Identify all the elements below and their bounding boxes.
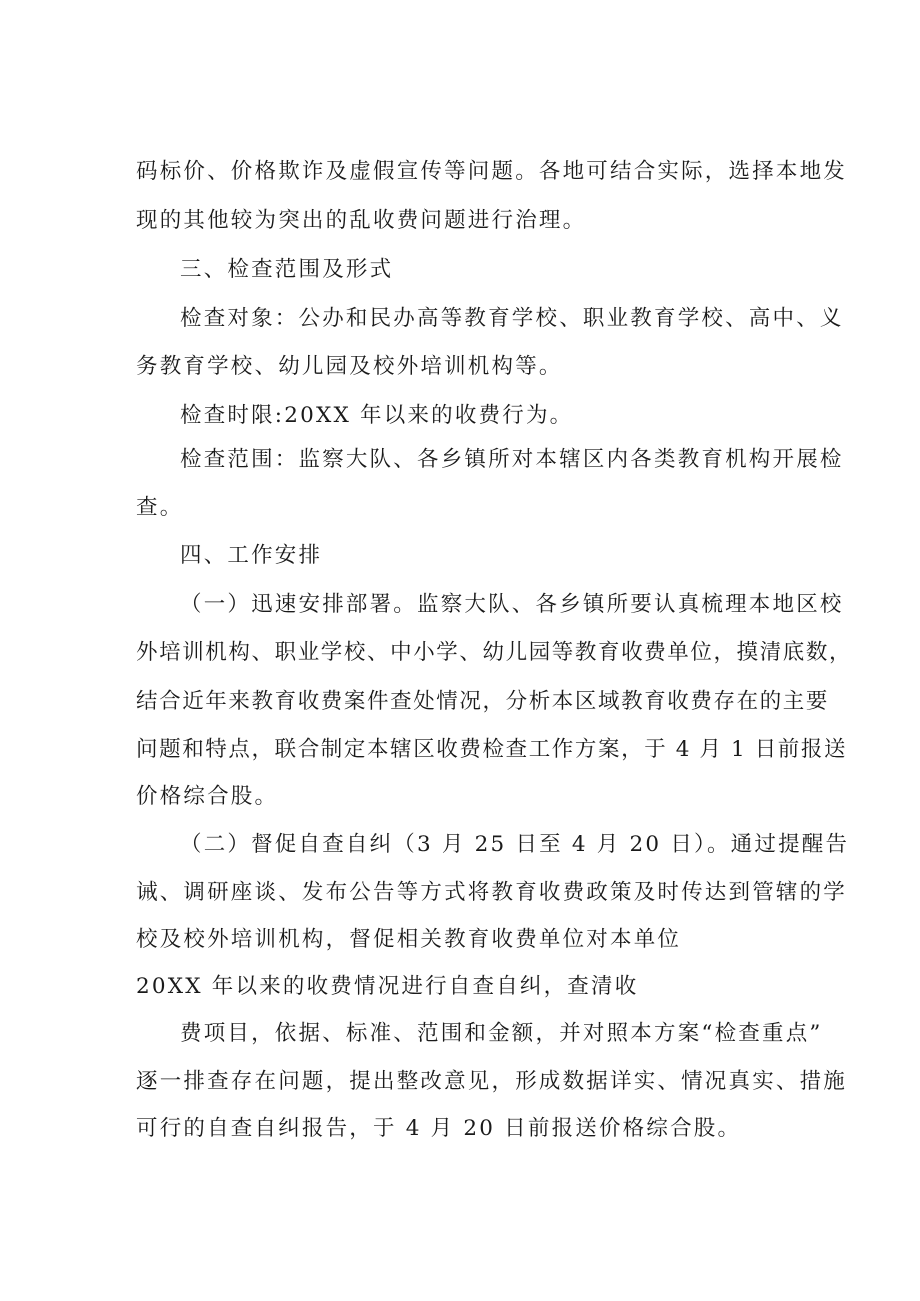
body-text-line: 价格综合股。 [136,784,279,809]
section-heading: 三、检查范围及形式 [180,257,394,282]
body-text-line: 问题和特点，联合制定本辖区收费检查工作方案，于 4 月 1 日前报送 [136,737,848,762]
body-text-line: 结合近年来教育收费案件查处情况，分析本区域教育收费存在的主要 [136,689,830,714]
body-text-line: 现的其他较为突出的乱收费问题进行治理。 [136,208,587,233]
body-text-line: 费项目，依据、标准、范围和金额，并对照本方案“检查重点” [180,1021,823,1046]
body-text-line: 诫、调研座谈、发布公告等方式将教育收费政策及时传达到管辖的学 [136,880,848,905]
body-text-line: 码标价、价格欺诈及虚假宣传等问题。各地可结合实际，选择本地发 [136,159,848,184]
section-heading: 四、工作安排 [180,543,323,568]
body-text-line: （一）迅速安排部署。监察大队、各乡镇所要认真梳理本地区校 [180,592,844,617]
body-text-line: 查。 [136,495,184,520]
body-text-line: 校及校外培训机构，督促相关教育收费单位对本单位 [136,927,682,952]
body-text-line: 20XX 年以来的收费情况进行自查自纠，查清收 [136,974,639,999]
body-text-line: 外培训机构、职业学校、中小学、幼儿园等教育收费单位，摸清底数， [136,640,853,665]
body-text-line: 可行的自查自纠报告，于 4 月 20 日前报送价格综合股。 [136,1116,742,1141]
body-text-line: （二）督促自查自纠（3 月 25 日至 4 月 20 日）。通过提醒告 [180,832,850,857]
body-text-line: 检查对象：公办和民办高等教育学校、职业教育学校、高中、义 [180,306,844,331]
body-text-line: 检查范围：监察大队、各乡镇所对本辖区内各类教育机构开展检 [180,447,844,472]
body-text-line: 务教育学校、幼儿园及校外培训机构等。 [136,354,563,379]
body-text-line: 检查时限:20XX 年以来的收费行为。 [180,403,574,428]
body-text-line: 逐一排查存在问题，提出整改意见，形成数据详实、情况真实、措施 [136,1069,848,1094]
